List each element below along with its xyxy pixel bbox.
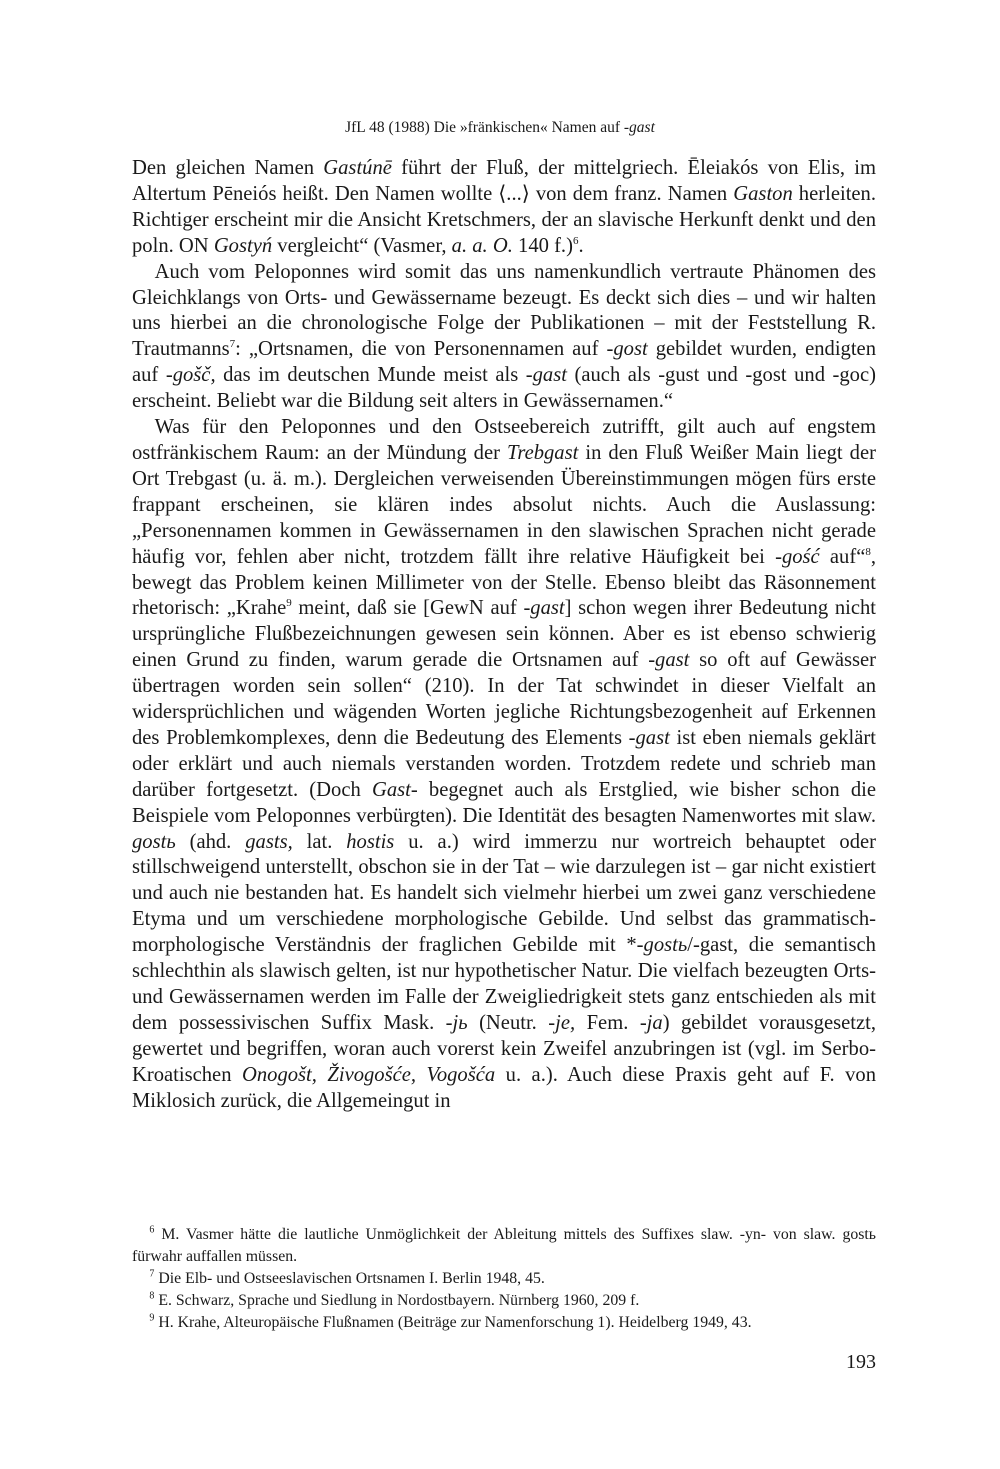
italic-run: Onogošt, Živogošće, Vogošća (241, 1063, 496, 1086)
italic-run: -gast (523, 597, 565, 620)
footnote-number: 9 (149, 1312, 155, 1324)
footnote-number: 7 (149, 1268, 155, 1280)
text-run: ) gebildet vorausgesetzt, gewertet und begriffen, woran auch vorerst kein Zweifel anzubringen ist (vgl. im Serbo-Kroatischen (132, 1011, 877, 1086)
footnote (132, 1290, 876, 1312)
text-run: /-gast, die semantisch schlechthin als slawisch gelten, ist nur hypothetischer Natur. Die vielfach bezeugten Orts- und Gewässernamen werden im Falle der Zweigliedrigkeit stets ganz entschieden als mit dem possessivischen Suffix Mask. (132, 934, 876, 1034)
italic-run: -gostь (636, 934, 688, 957)
footnote-number: 6 (149, 1224, 155, 1236)
paragraph (132, 415, 876, 1114)
italic-run: gasts, (245, 830, 293, 853)
italic-run: hostis (346, 830, 395, 853)
text-run: herleiten. Richtiger erscheint mir die Ansicht Kretschmers, der an slavische Herkunft denkt und den poln. ON (132, 182, 876, 257)
italic-run: -gošč, (165, 364, 216, 387)
text-run: ] schon wegen ihrer Bedeutung nicht ursprüngliche Flußbezeichnungen gewesen sein können. Aber es ist ebenso schwierig einen Grund zu finden, warum gerade die Ortsnamen auf (132, 597, 877, 672)
text-run: begegnet auch als Erstglied, wie bisher schon die Beispiele vom Peloponnes verbürgten). Die Identität des besagten Namenwortes mit slaw. (132, 778, 876, 827)
footnote (132, 1268, 876, 1290)
text-run: u. a.) wird immerzu nur wortreich behauptet oder stillschweigend unterstellt, obschon sie in der Tat – wie darzulegen ist – gar nicht existiert und auch nie bestanden hat. Es handelt sich vielmehr hierbei um zwei ganz verschiedene Etyma und um verschiedene morphologische Gebilde. Und selbst das grammatisch-morphologische Verständnis der fraglichen Gebilde mit * (132, 830, 876, 957)
text-run: (Neutr. (467, 1011, 549, 1034)
italic-run: -gość (775, 545, 820, 568)
footnote-text: Die Elb- und Ostseeslavischen Ortsnamen I. Berlin 1948, 45. (154, 1270, 545, 1287)
text-run: Den gleichen Namen (132, 157, 324, 179)
text-run: auf“ (819, 545, 866, 568)
footnote-ref: 7 (229, 338, 236, 351)
text-run: Auch vom Peloponnes wird somit das uns namenkundlich vertraute Phänomen des Gleichklangs von Orts- und Gewässername bezeugt. Es deckt sich dies – und wir halten uns hierbei an die chronologische Folge der Publikationen – mit der Feststellung R. Trautmanns (132, 260, 876, 361)
paragraph (132, 156, 876, 260)
running-head-text: JfL 48 (1988) Die »fränkischen« Namen auf (345, 119, 624, 136)
italic-run: Trebgast (507, 441, 579, 464)
footnote-ref: 9 (286, 597, 292, 610)
italic-run: -gost (606, 338, 648, 361)
italic-run: -jь (445, 1011, 468, 1034)
italic-run: -gast (628, 726, 670, 749)
footnote-text: M. Vasmer hätte die lautliche Unmöglichkeit der Ableitung mittels des Suffixes slaw. -yn- von slaw. gostь fürwahr auffallen müssen. (132, 1226, 876, 1265)
text-run: , bewegt das Problem keinen Millimeter von der Stelle. Ebenso bleibt das Räsonnement rhetorisch: „Krahe (132, 545, 876, 620)
italic-run: -gast (525, 364, 567, 387)
text-run: ist eben niemals geklärt oder erklärt und auch niemals verstanden worden. Trotzdem redete und schrieb man darüber fortgesetzt. (Doch (132, 726, 876, 801)
italic-run: -je, (548, 1011, 576, 1034)
footnote-ref: 6 (572, 234, 579, 247)
text-run: u. a.). Auch diese Praxis geht auf F. von Miklosich zurück, die Allgemeingut in (132, 1063, 877, 1112)
text-run: : „Ortsnamen, die von Personennamen auf (235, 338, 607, 361)
footnote-number: 8 (149, 1290, 155, 1302)
text-run: in den Fluß Weißer Main liegt der Ort Trebgast (u. ä. m.). Dergleichen verweisenden Übereinstimmungen mögen fürs erste frappant erscheinen, sie klären indes absolut nichts. Auch die Auslassung: „Personennamen kommen in Gewässernamen in den slawischen Sprachen nicht gerade häufig vor, fehlen aber nicht, trotzdem fällt ihre relative Häufigkeit bei (132, 441, 876, 568)
footnote-text: H. Krahe, Alteuropäische Flußnamen (Beiträge zur Namenforschung 1). Heidelberg 1949, 43. (154, 1314, 752, 1331)
italic-run: a. a. O. (451, 234, 513, 257)
text-run: meint, daß sie [GewN auf (291, 597, 524, 620)
text-run: führt der Fluß, der mittelgriech. Ēleiakós von Elis, im Altertum Pēneiós heißt. Den Namen wollte ⟨...⟩ von dem franz. Namen (132, 157, 876, 205)
text-run: (auch als -gust und -gost und -goc) erscheint. Beliebt war die Bildung seit alters in Gewässernamen.“ (132, 364, 876, 413)
italic-run: -gast (648, 649, 690, 672)
italic-run: Gostyń (213, 234, 273, 257)
italic-run: gostь (132, 830, 176, 853)
italic-run: Gast- (371, 778, 418, 801)
footnote-text: E. Schwarz, Sprache und Siedlung in Nordostbayern. Nürnberg 1960, 209 f. (154, 1292, 640, 1309)
footnote (132, 1224, 876, 1268)
text-run: lat. (292, 830, 347, 853)
running-head (0, 118, 1000, 138)
text-run: 140 f.) (512, 234, 573, 257)
text-run: vergleicht“ (Vasmer, (272, 234, 452, 257)
italic-run: Gaston (733, 182, 793, 205)
text-run: Fem. (575, 1011, 640, 1034)
italic-run: -ja (639, 1011, 663, 1034)
text-run: so oft auf Gewässer übertragen worden sein sollen“ (210). In der Tat schwindet in dieser Vielfalt an widersprüchlichen und wägenden Worten jegliche Richtungsbezogenheit auf Erkennen des Problemkomplexes, denn die Bedeutung des Elements (132, 649, 876, 749)
footnotes (132, 1224, 876, 1334)
text-run: . (578, 234, 584, 257)
footnote (132, 1312, 876, 1334)
italic-run: Gastúnē (323, 157, 392, 179)
paragraph (132, 260, 876, 415)
footnote-ref: 8 (865, 545, 871, 558)
text-run: Was für den Peloponnes und den Ostseebereich zutrifft, gilt auch auf engstem ostfränkischem Raum: an der Mündung der (132, 416, 876, 464)
text-run: das im deutschen Munde meist als (215, 364, 526, 387)
page-number: 193 (846, 1351, 876, 1373)
body-text (132, 156, 876, 1115)
text-run: (ahd. (175, 830, 246, 853)
text-run: gebildet wurden, endigten auf (132, 338, 876, 387)
running-head-italic: -gast (623, 119, 655, 136)
